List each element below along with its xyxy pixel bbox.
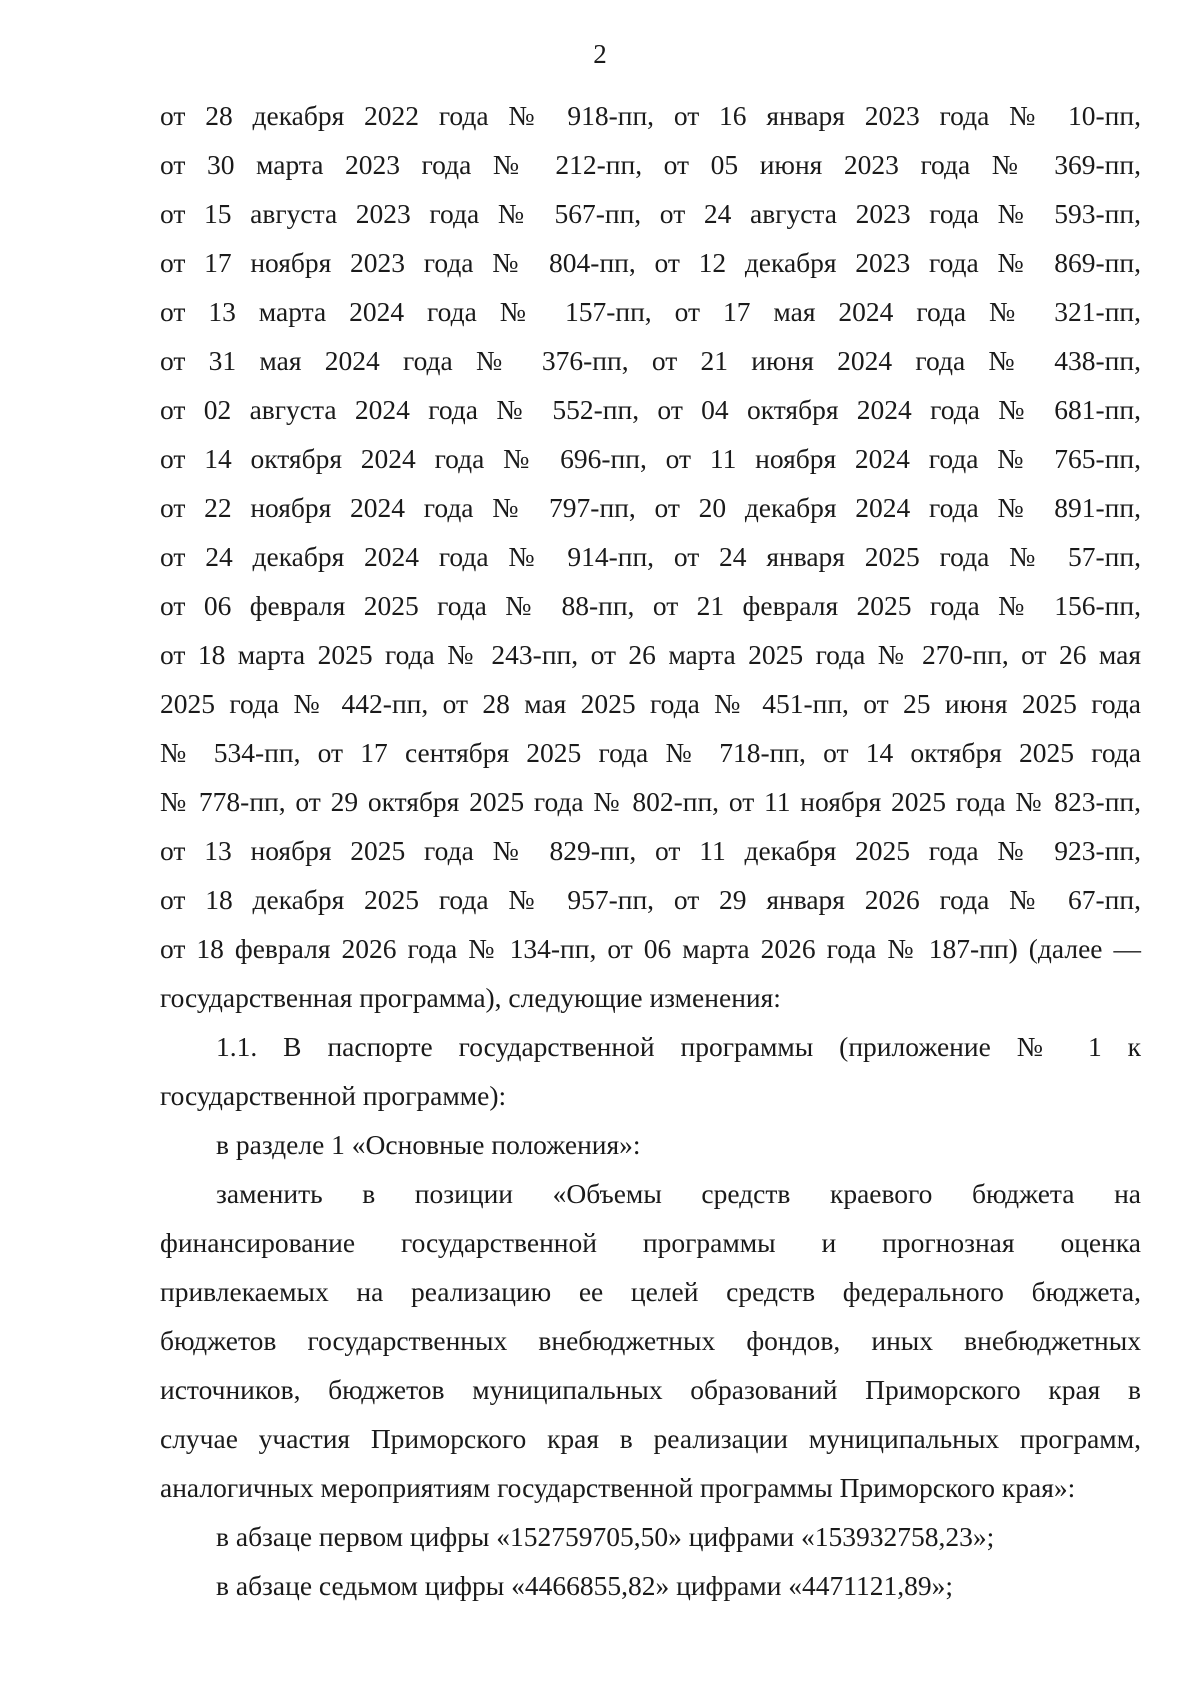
page-number: 2: [593, 39, 607, 69]
text-line: государственной программе):: [160, 1080, 507, 1111]
text-line: от 02 августа 2024 года № 552-пп, от 04 октября 2024 года № 681-пп,: [160, 394, 1141, 425]
document-body: [160, 91, 1141, 1610]
text-line: источников, бюджетов муниципальных образований Приморского края в: [160, 1374, 1141, 1405]
text-line: от 28 декабря 2022 года № 918-пп, от 16 января 2023 года № 10-пп,: [160, 100, 1141, 131]
text-line: от 18 декабря 2025 года № 957-пп, от 29 января 2026 года № 67-пп,: [160, 884, 1141, 915]
text-line: в абзаце седьмом цифры «4466855,82» цифрами «4471121,89»;: [216, 1570, 954, 1601]
text-line: от 22 ноября 2024 года № 797-пп, от 20 декабря 2024 года № 891-пп,: [160, 492, 1141, 523]
text-line: № 534-пп, от 17 сентября 2025 года № 718-пп, от 14 октября 2025 года: [160, 737, 1141, 768]
text-line: 1.1. В паспорте государственной программы (приложение № 1 к: [216, 1031, 1141, 1062]
text-line: от 30 марта 2023 года № 212-пп, от 05 июня 2023 года № 369-пп,: [160, 149, 1141, 180]
text-line: от 24 декабря 2024 года № 914-пп, от 24 января 2025 года № 57-пп,: [160, 541, 1141, 572]
text-line: от 18 февраля 2026 года № 134-пп, от 06 марта 2026 года № 187-пп) (далее —: [160, 933, 1141, 964]
text-line: от 18 марта 2025 года № 243-пп, от 26 марта 2025 года № 270-пп, от 26 мая: [160, 639, 1141, 670]
text-line: заменить в позиции «Объемы средств краевого бюджета на: [216, 1178, 1141, 1209]
text-line: государственная программа), следующие изменения:: [160, 982, 781, 1013]
text-line: в абзаце первом цифры «152759705,50» цифрами «153932758,23»;: [216, 1521, 995, 1552]
text-line: от 17 ноября 2023 года № 804-пп, от 12 декабря 2023 года № 869-пп,: [160, 247, 1141, 278]
text-line: 2025 года № 442-пп, от 28 мая 2025 года № 451-пп, от 25 июня 2025 года: [160, 688, 1141, 719]
text-line: финансирование государственной программы и прогнозная оценка: [160, 1227, 1141, 1258]
text-line: от 14 октября 2024 года № 696-пп, от 11 ноября 2024 года № 765-пп,: [160, 443, 1141, 474]
text-line: от 15 августа 2023 года № 567-пп, от 24 августа 2023 года № 593-пп,: [160, 198, 1141, 229]
text-line: случае участия Приморского края в реализации муниципальных программ,: [160, 1423, 1141, 1454]
text-line: № 778-пп, от 29 октября 2025 года № 802-пп, от 11 ноября 2025 года № 823-пп,: [160, 786, 1141, 817]
text-line: в разделе 1 «Основные положения»:: [216, 1129, 641, 1160]
text-line: от 31 мая 2024 года № 376-пп, от 21 июня 2024 года № 438-пп,: [160, 345, 1141, 376]
text-line: от 13 марта 2024 года № 157-пп, от 17 мая 2024 года № 321-пп,: [160, 296, 1141, 327]
text-line: бюджетов государственных внебюджетных фондов, иных внебюджетных: [160, 1325, 1141, 1356]
text-line: привлекаемых на реализацию ее целей средств федерального бюджета,: [160, 1276, 1141, 1307]
text-line: от 06 февраля 2025 года № 88-пп, от 21 февраля 2025 года № 156-пп,: [160, 590, 1141, 621]
text-line: от 13 ноября 2025 года № 829-пп, от 11 декабря 2025 года № 923-пп,: [160, 835, 1141, 866]
text-line: аналогичных мероприятиям государственной программы Приморского края»:: [160, 1472, 1076, 1503]
